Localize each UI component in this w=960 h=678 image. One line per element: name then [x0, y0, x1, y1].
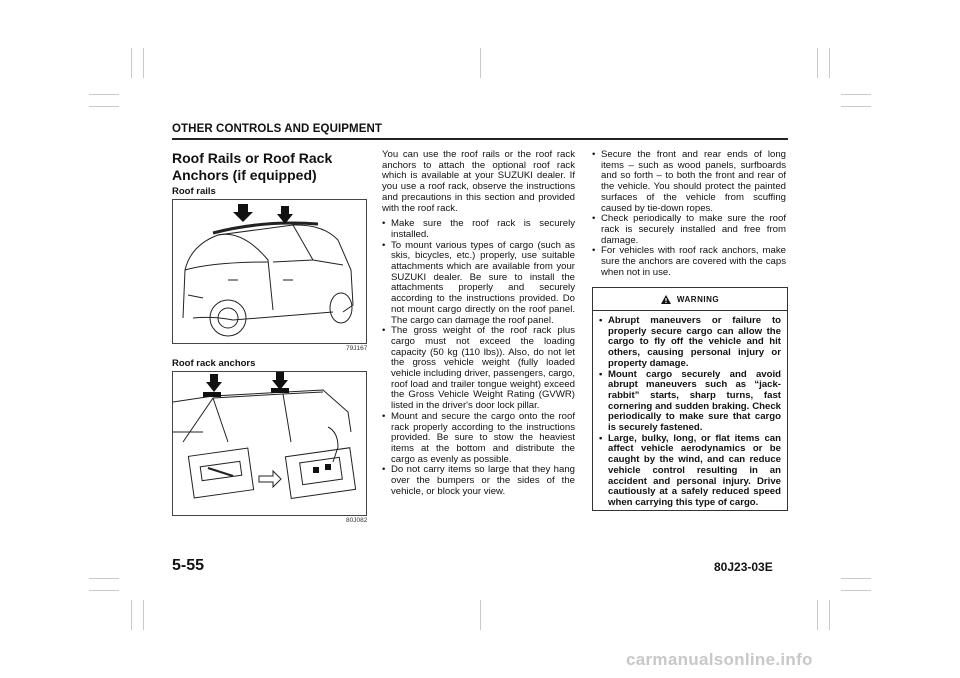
crop-mark	[89, 590, 119, 591]
list-item: • Check periodically to make sure the roof rack is securely installed and free from damage.	[592, 214, 786, 246]
crop-mark	[841, 578, 871, 579]
intro-paragraph: You can use the roof rails or the roof rack anchors to attach the optional roof rack which is available at your SUZUKI dealer. If you use a roof rack, observe the instructions and precautions in this section and provided with the roof rack.	[382, 149, 575, 214]
list-item: • To mount various types of cargo (such as skis, bicycles, etc.) properly, use suitable attachments which are available from your SUZUKI dealer. Be sure to install the attachments properly and securely according to the instructions provided. Do not mount cargo directly on the roof panel. The cargo can damage the roof panel.	[382, 241, 575, 327]
text-column-right	[592, 150, 786, 278]
crop-mark	[143, 48, 144, 78]
watermark: carmanualsonline.info	[626, 650, 813, 669]
warning-triangle-icon	[661, 295, 671, 304]
list-item: • Make sure the roof rack is securely installed.	[382, 219, 575, 240]
figure-caption-roof-rails: Roof rails	[172, 186, 216, 197]
precautions-list	[382, 219, 575, 497]
page-number: 5-55	[172, 557, 205, 574]
crop-mark	[841, 94, 871, 95]
warning-divider	[593, 310, 787, 311]
warning-title: WARNING	[676, 294, 720, 304]
warning-list	[599, 316, 781, 509]
list-item: • Do not carry items so large that they hang over the bumpers or the sides of the vehicle, or block your view.	[382, 465, 575, 497]
list-item: • Mount and secure the cargo onto the roof rack properly according to the instructions provided. Be sure to stow the heaviest items at the bottom and distribute the cargo as evenly as possible.	[382, 412, 575, 466]
list-item: • The gross weight of the roof rack plus cargo must not exceed the loading capacity (50 kg (110 lbs)). Also, do not let the gross vehicle weight (fully loaded vehicle including driver, passengers, cargo, roof load and trailer tongue weight) exceed the Gross Vehicle Weight Rating (GVWR) listed in the driver's door lock pillar.	[382, 326, 575, 412]
precautions-list-continued	[592, 150, 786, 278]
crop-mark	[841, 590, 871, 591]
crop-mark	[817, 600, 818, 630]
crop-mark	[131, 600, 132, 630]
section-header: OTHER CONTROLS AND EQUIPMENT	[172, 123, 383, 135]
figure-roof-rails	[172, 199, 367, 344]
crop-mark	[89, 94, 119, 95]
crop-mark	[480, 600, 481, 630]
roof-anchor-illustration	[173, 372, 366, 515]
crop-mark	[89, 578, 119, 579]
page-title: Roof Rails or Roof Rack Anchors (if equipped)	[172, 150, 333, 183]
warning-item: • Abrupt maneuvers or failure to properly secure cargo can allow the cargo to fly off the vehicle and hit others, causing personal injury or property damage.	[599, 316, 781, 370]
text-column-middle	[382, 150, 575, 498]
crop-mark	[829, 48, 830, 78]
list-item: • Secure the front and rear ends of long items – such as wood panels, surfboards and so forth – to both the front and rear of the vehicle. You should protect the painted surfaces of the vehicle from scuffing caused by tie-down ropes.	[592, 150, 786, 214]
warning-header	[593, 288, 787, 310]
crop-mark	[829, 600, 830, 630]
warning-box	[592, 287, 788, 511]
warning-item: • Mount cargo securely and avoid abrupt maneuvers such as “jack-rabbit” starts, sharp turns, fast cornering and sudden braking. Check periodically to make sure that cargo is securely fastened.	[599, 370, 781, 434]
figure-roof-rack-anchors	[172, 371, 367, 516]
figure-id-80j082: 80J082	[346, 517, 368, 524]
crop-mark	[143, 600, 144, 630]
car-roof-rails-illustration	[173, 200, 366, 343]
list-item: • For vehicles with roof rack anchors, make sure the anchors are covered with the caps when not in use.	[592, 246, 786, 278]
crop-mark	[89, 106, 119, 107]
header-rule	[172, 138, 788, 140]
figure-caption-roof-rack-anchors: Roof rack anchors	[172, 358, 256, 369]
crop-mark	[131, 48, 132, 78]
warning-item: • Large, bulky, long, or flat items can affect vehicle aerodynamics or be caught by the wind, and can reduce vehicle control resulting in an accident and personal injury. Drive cautiously at a safely reduced speed when carrying this type of cargo.	[599, 434, 781, 509]
manual-code: 80J23-03E	[714, 560, 773, 574]
crop-mark	[841, 106, 871, 107]
crop-mark	[817, 48, 818, 78]
crop-mark	[480, 48, 481, 78]
figure-id-79j167: 79J167	[346, 345, 368, 352]
